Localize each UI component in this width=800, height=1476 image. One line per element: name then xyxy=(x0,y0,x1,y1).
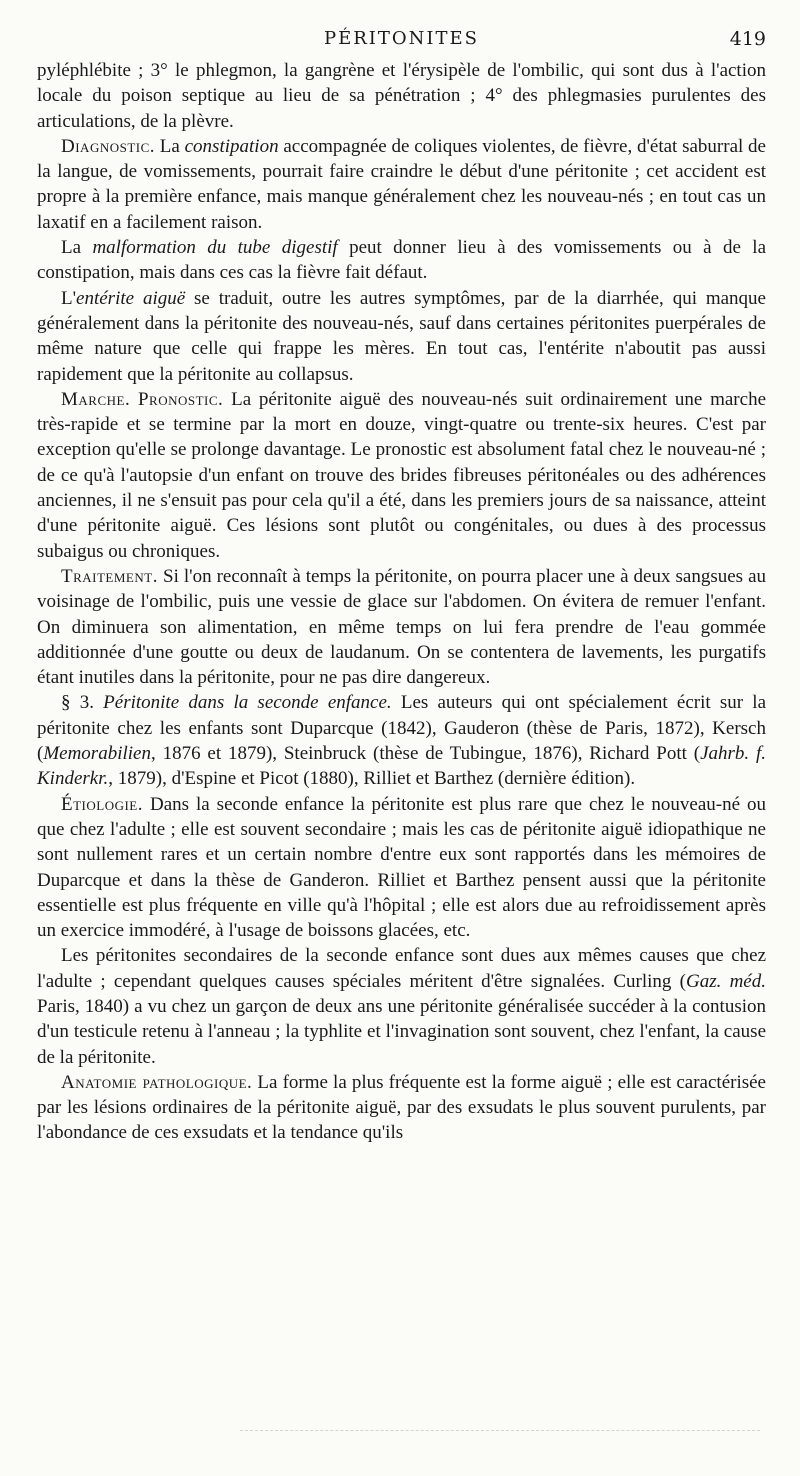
page-number: 419 xyxy=(729,28,766,50)
section-heading-anatomie: Anatomie pathologique. xyxy=(61,1071,253,1093)
paragraph-anatomie: Anatomie pathologique. La forme la plus fréquente est la forme aiguë ; elle est caractérisée par les lésions ordinaires de la péritonite aiguë, par des exsudats le plus souvent purulents, par l'abondance de ces exsudats et la tendance qu'ils xyxy=(37,1071,766,1144)
section-heading-marche: Marche. xyxy=(61,388,131,410)
paragraph-secondaires: Les péritonites secondaires de la seconde enfance sont dues aux mêmes causes que chez l'adulte ; cependant quelques causes spéciales méritent d'être signalées. Curling (Gaz. méd. Paris, 1840) a vu chez un garçon de deux ans une péritonite généralisée succéder à la contusion d'un testicule retenu à l'anneau ; la typhlite et l'invagination sont souvent, chez l'enfant, la cause de la péritonite. xyxy=(37,945,766,1068)
section-heading-diagnostic: Diagnostic. xyxy=(61,135,156,157)
paragraph-malformation: La malformation du tube digestif peut donner lieu à des vomissements ou à de la constipation, mais dans ces cas la fièvre fait défaut. xyxy=(37,237,767,284)
paragraph-1: pyléphlébite ; 3° le phlegmon, la gangrène et l'érysipèle de l'ombilic, qui sont dus à l'action locale du poison septique au lieu de sa pénétration ; 4° des phlegmasies purulentes des articulations, de la plèvre. xyxy=(37,60,766,132)
section-title-seconde-enfance: Péritonite dans la seconde enfance. xyxy=(103,692,392,714)
paragraph-traitement: Traitement. Si l'on reconnaît à temps la péritonite, on pourra placer une à deux sangsues au voisinage de l'ombilic, puis une vessie de glace sur l'abdomen. On évitera de remuer l'enfant. On diminuera son alimentation, en même temps on lui fera prendre de l'eau gommée additionnée d'une goutte ou deux de laudanum. On se contentera de lavements, les purgatifs étant inutiles dans la péritonite, pour ne pas dire dangereux. xyxy=(37,565,766,689)
bleed-through-line xyxy=(240,1430,760,1431)
page-header xyxy=(37,24,766,58)
paragraph-diagnostic: Diagnostic. La constipation accompagnée de coliques violentes, de fièvre, d'état saburral de la langue, de vomissements, pourrait faire craindre le début d'une péritonite ; cet accident est propre à la première enfance, mais manque généralement chez les nouveau-nés ; en tout cas un laxatif en a facilement raison. xyxy=(37,135,766,233)
body-text xyxy=(37,58,766,1146)
running-head: PÉRITONITES xyxy=(323,28,479,49)
paragraph-seconde-enfance: § 3. Péritonite dans la seconde enfance. Les auteurs qui ont spécialement écrit sur la péritonite chez les enfants sont Duparcque (1842), Gauderon (thèse de Paris, 1872), Kersch (Memorabilien, 1876 et 1879), Steinbruck (thèse de Tubingue, 1876), Richard Pott (Jahrb. f. Kinderkr., 1879), d'Espine et Picot (1880), Rilliet et Barthez (dernière édition). xyxy=(37,692,767,790)
section-heading-etiologie: Étiologie. xyxy=(61,793,144,815)
paragraph-etiologie: Étiologie. Dans la seconde enfance la péritonite est plus rare que chez le nouveau-né ou que chez l'adulte ; elle est souvent secondaire ; mais les cas de péritonite aiguë idiopathique ne sont nullement rares et un certain nombre d'entre eux sont rapportés dans les mémoires de Duparcque et dans la thèse de Ganderon. Rilliet et Barthez pensent aussi que la péritonite essentielle est plus fréquente en ville qu'à l'hôpital ; elle est alors due au refroidissement après un exercice immodéré, à l'usage de boissons glacées, etc. xyxy=(37,793,766,942)
paragraph-marche-pronostic: Marche. Pronostic. La péritonite aiguë des nouveau-nés suit ordinairement une marche très-rapide et se termine par la mort en douze, vingt-quatre ou trente-six heures. C'est par exception qu'elle se prolonge davantage. Le pronostic est absolument fatal chez le nouveau-né ; de ce qu'à l'autopsie d'un enfant on trouve des brides fibreuses péritonéales ou des adhérences anciennes, il ne s'ensuit pas pour cela qu'il a été, dans les premiers jours de sa naissance, atteint d'une péritonite aiguë. Ces lésions sont plutôt ou congénitales, ou dues à des processus subaigus ou chroniques. xyxy=(37,388,767,562)
section-heading-traitement: Traitement. xyxy=(61,565,158,587)
section-heading-pronostic: Pronostic. xyxy=(137,388,224,410)
paragraph-enterite: L'entérite aiguë se traduit, outre les autres symptômes, par de la diarrhée, qui manque généralement dans la péritonite des nouveau-nés, sauf dans certaines péritonites puerpérales de même nature que celle qui frappe les mères. En tout cas, l'entérite n'aboutit pas aussi rapidement que la péritonite au collapsus. xyxy=(37,287,766,385)
